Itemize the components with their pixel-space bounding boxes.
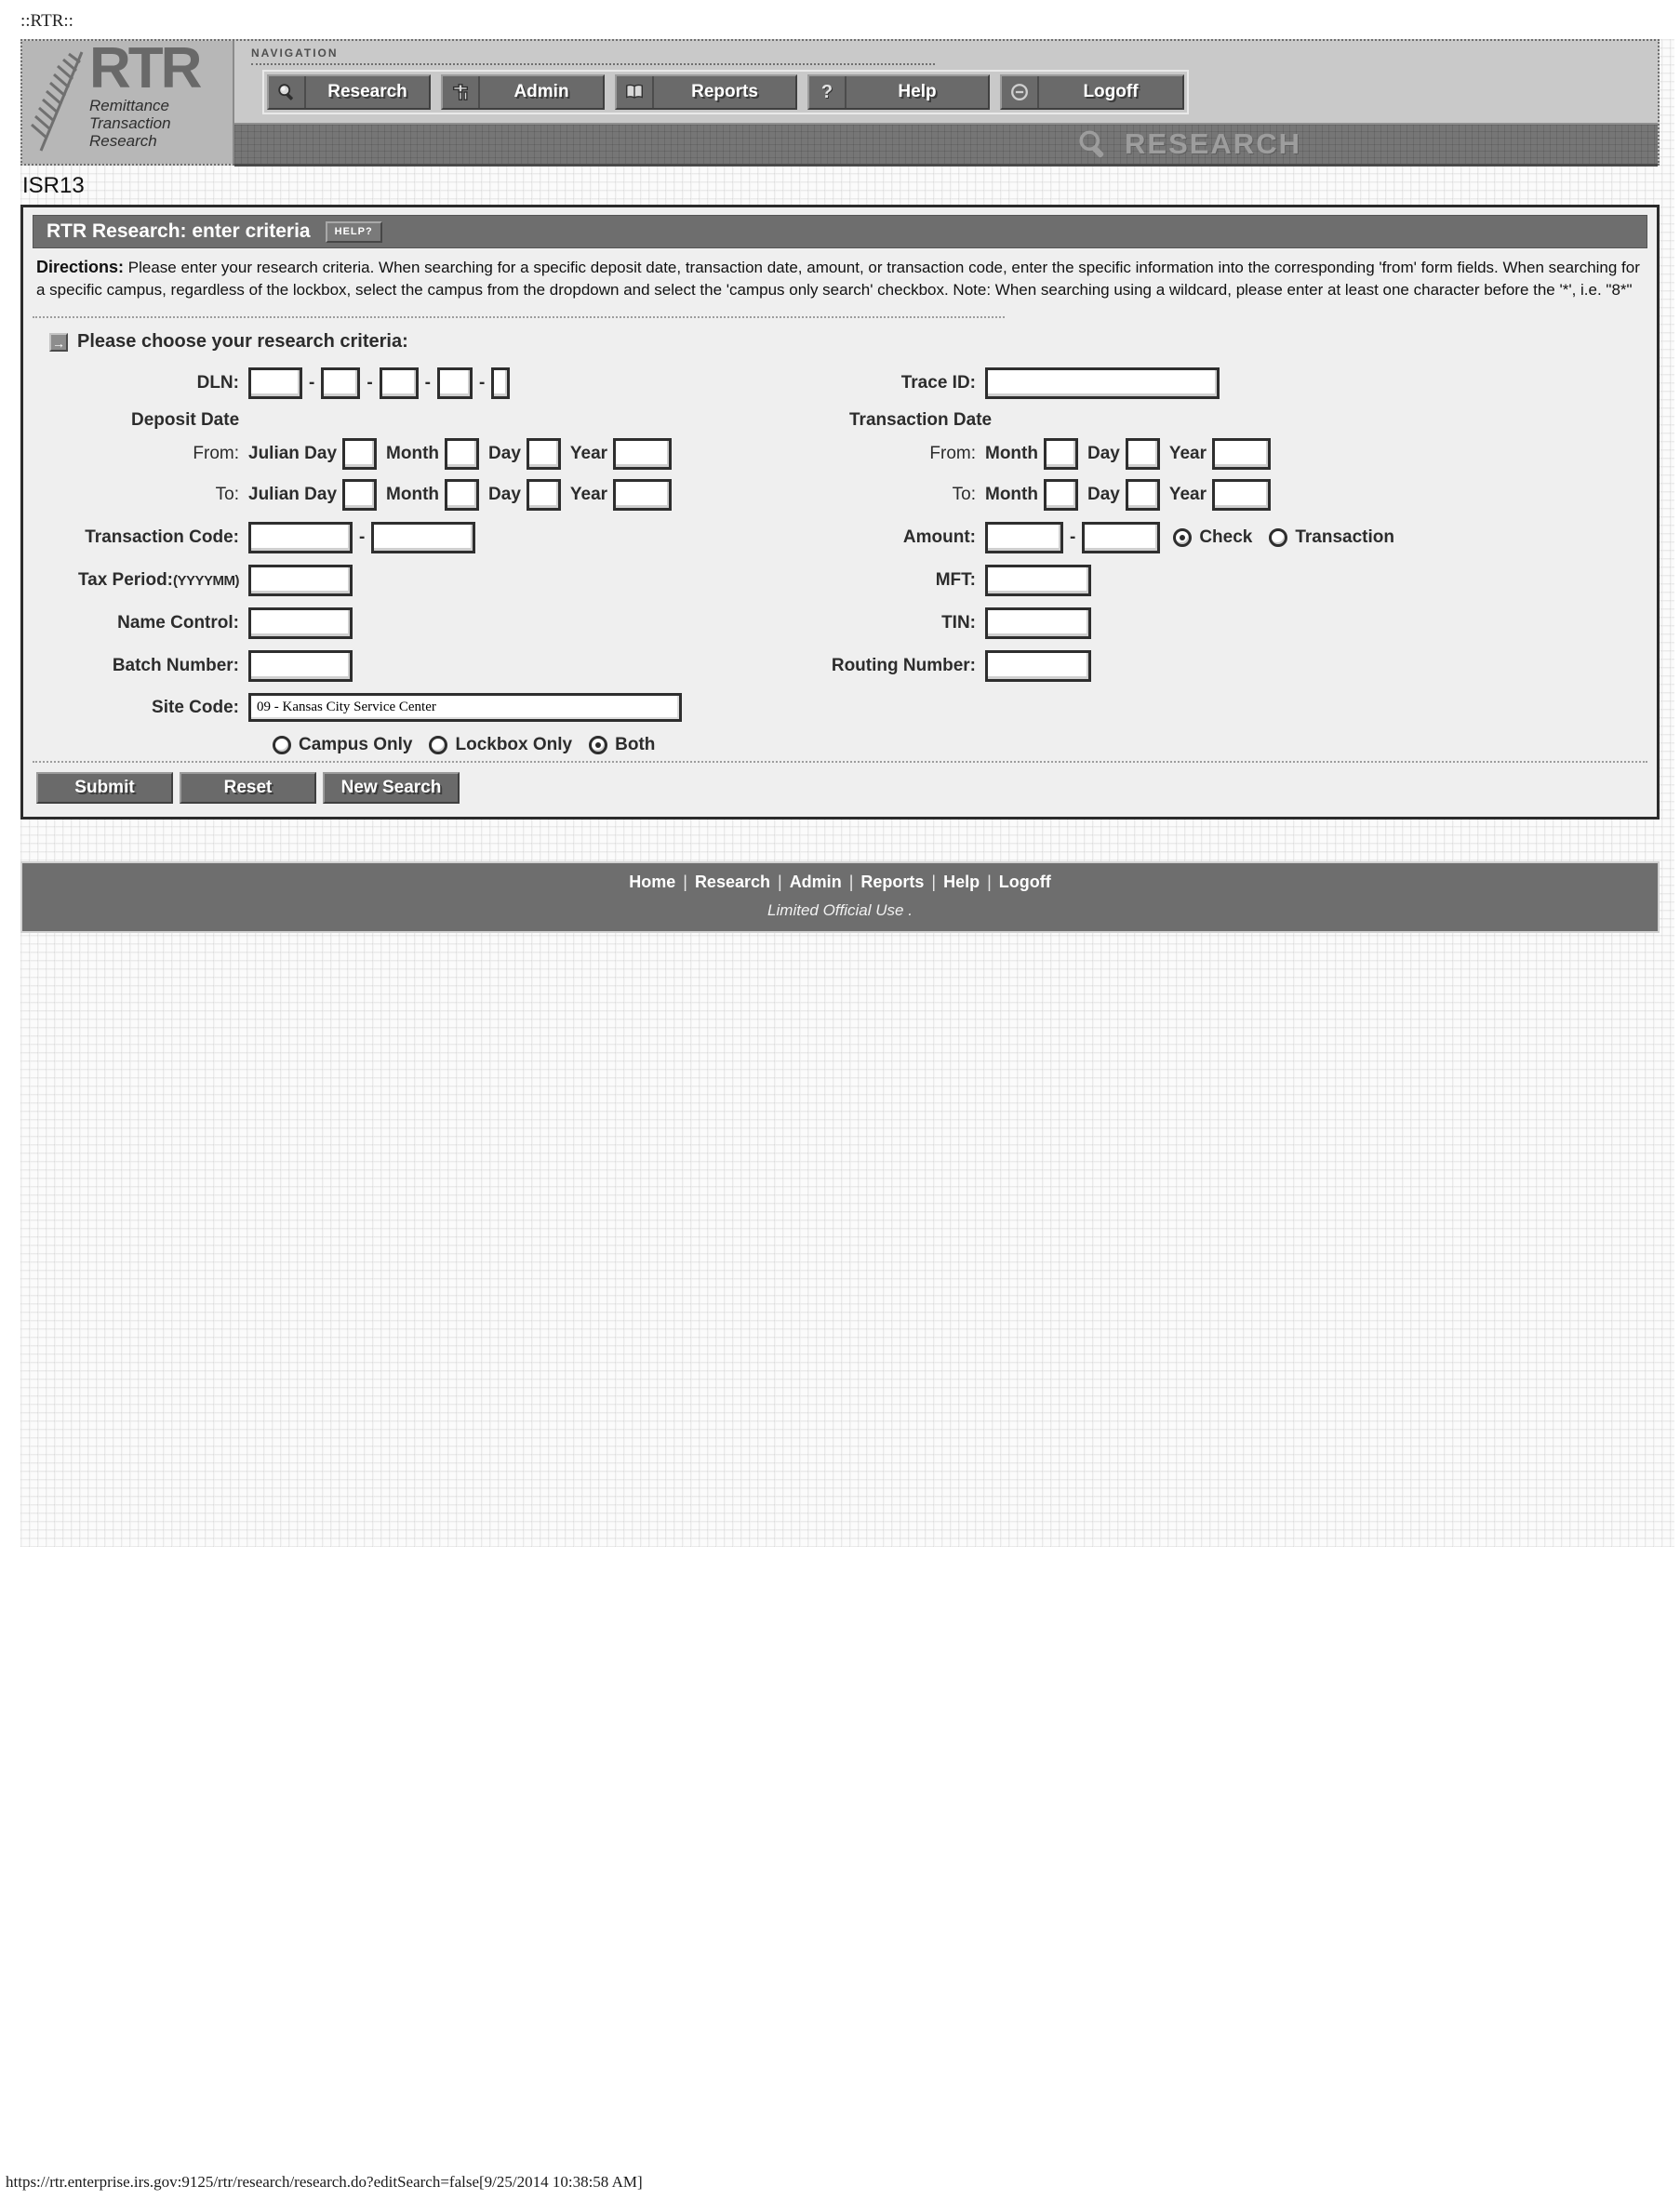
tin-label: TIN: [941, 613, 976, 633]
question-icon: ? [809, 76, 847, 108]
logo-line-1: Remittance [89, 97, 169, 114]
nav-button-bar [262, 70, 1189, 114]
criteria-heading-label: Please choose your research criteria: [77, 331, 408, 352]
research-banner [234, 123, 1658, 167]
magnifier-icon [1076, 127, 1110, 161]
julian-day-label: Julian Day [248, 485, 338, 504]
dln-part-2-input[interactable] [321, 367, 360, 399]
deposit-to-month-input[interactable] [445, 479, 479, 511]
transaction-radio-label: Transaction [1295, 527, 1395, 547]
deposit-from-month-input[interactable] [445, 438, 479, 470]
rtr-logo [22, 41, 234, 164]
dln-part-3-input[interactable] [380, 367, 419, 399]
dash: - [1070, 527, 1076, 547]
book-icon [617, 76, 654, 108]
deposit-to-julian-input[interactable] [342, 479, 377, 511]
month-label: Month [985, 444, 1038, 463]
deposit-from-julian-input[interactable] [342, 438, 377, 470]
deposit-from-label: From: [193, 444, 239, 463]
deposit-to-label: To: [215, 485, 239, 504]
site-code-label: Site Code: [152, 697, 239, 717]
navigation-label-row [234, 41, 1658, 65]
texture-spacer [20, 933, 1667, 1547]
logo-line-2: Transaction [89, 114, 171, 132]
transaction-from-day-input[interactable] [1126, 438, 1160, 470]
new-search-button[interactable]: New Search [323, 772, 460, 804]
transaction-from-year-input[interactable] [1212, 438, 1271, 470]
footer-link-admin[interactable]: Admin [789, 873, 842, 891]
help-button[interactable]: HELP? [326, 221, 382, 243]
dln-part-1-input[interactable] [248, 367, 302, 399]
status-bar-url: https://rtr.enterprise.irs.gov:9125/rtr/research/research.do?editSearch=false[9/25/2014 10:38:58 AM] [6, 2173, 643, 2191]
campus-only-radio-label: Campus Only [299, 735, 413, 754]
logo-text [89, 41, 199, 150]
batch-number-input[interactable] [248, 650, 353, 682]
logo-line-3: Research [89, 132, 157, 150]
research-criteria-panel [20, 205, 1660, 820]
check-radio-label: Check [1199, 527, 1253, 547]
julian-day-label: Julian Day [248, 444, 338, 463]
directions-label: Directions: [36, 258, 125, 276]
transaction-code-label: Transaction Code: [85, 527, 239, 547]
footer-link-home[interactable]: Home [629, 873, 676, 891]
name-control-input[interactable] [248, 607, 353, 639]
campus-only-radio[interactable] [273, 736, 291, 754]
day-label: Day [488, 444, 521, 463]
research-banner-content [1076, 127, 1301, 161]
window-title: ::RTR:: [20, 11, 73, 31]
nav-research-button[interactable] [267, 74, 431, 110]
footer-notice: Limited Official Use . [767, 901, 913, 919]
navigation-area [234, 41, 1658, 164]
search-icon [269, 76, 306, 108]
dln-part-4-input[interactable] [437, 367, 473, 399]
screen-id: ISR13 [22, 173, 85, 198]
lockbox-only-radio[interactable] [429, 736, 447, 754]
tax-period-format: (YYYYMM) [173, 573, 239, 589]
footer-separator: | [931, 873, 937, 891]
day-label: Day [1087, 444, 1120, 463]
feather-icon [28, 45, 97, 154]
both-radio[interactable] [589, 736, 607, 754]
nav-help-label: Help [898, 82, 937, 101]
transaction-from-label: From: [929, 444, 976, 463]
dln-label: DLN: [196, 373, 239, 393]
month-label: Month [386, 485, 440, 504]
routing-number-label: Routing Number: [831, 656, 976, 675]
dash: - [359, 527, 366, 547]
dash: - [478, 373, 486, 393]
criteria-form [33, 367, 1647, 755]
amount-type-radio-group [1173, 527, 1411, 548]
transaction-code-to-input[interactable] [371, 522, 475, 553]
day-label: Day [488, 485, 521, 504]
dash: - [367, 373, 373, 393]
directions-text [33, 248, 1647, 311]
site-scope-radio-group [273, 735, 1647, 755]
page-footer [20, 861, 1660, 933]
footer-link-reports[interactable]: Reports [860, 873, 925, 891]
tin-input[interactable] [985, 607, 1091, 639]
transaction-from-month-input[interactable] [1044, 438, 1078, 470]
deposit-from-year-input[interactable] [613, 438, 672, 470]
arrow-icon: → [49, 333, 68, 352]
action-button-row [36, 772, 1647, 804]
site-code-select[interactable] [248, 693, 682, 722]
routing-number-input[interactable] [985, 650, 1091, 682]
deposit-from-day-input[interactable] [527, 438, 561, 470]
footer-links [22, 873, 1658, 892]
separator-bottom [33, 761, 1647, 763]
nav-help-button[interactable] [807, 74, 990, 110]
app-header [20, 39, 1660, 166]
nav-admin-button[interactable] [441, 74, 605, 110]
deposit-to-day-input[interactable] [527, 479, 561, 511]
footer-separator: | [778, 873, 782, 891]
year-label: Year [1168, 485, 1207, 504]
footer-separator: | [848, 873, 854, 891]
transaction-to-label: To: [952, 485, 976, 504]
panel-title: RTR Research: enter criteria [47, 220, 311, 242]
criteria-heading [49, 331, 1647, 353]
nav-logoff-button[interactable] [1000, 74, 1184, 110]
footer-separator: | [987, 873, 992, 891]
transaction-to-year-input[interactable] [1212, 479, 1271, 511]
lockbox-only-radio-label: Lockbox Only [455, 735, 573, 754]
trace-id-label: Trace ID: [900, 373, 976, 393]
minus-circle-icon [1002, 76, 1039, 108]
amount-from-input[interactable] [985, 522, 1063, 553]
day-label: Day [1087, 485, 1120, 504]
content-region [20, 39, 1674, 1547]
name-control-label: Name Control: [117, 613, 239, 633]
deposit-to-year-input[interactable] [613, 479, 672, 511]
year-label: Year [569, 485, 608, 504]
tools-icon [443, 76, 480, 108]
month-label: Month [386, 444, 440, 463]
nav-admin-label: Admin [513, 82, 569, 101]
nav-logoff-label: Logoff [1083, 82, 1139, 101]
nav-reports-button[interactable] [615, 74, 797, 110]
month-label: Month [985, 485, 1038, 504]
tax-period-label: Tax Period:(YYYYMM) [77, 570, 239, 590]
nav-reports-label: Reports [691, 82, 758, 101]
tax-period-input[interactable] [248, 565, 353, 596]
transaction-date-label: Transaction Date [849, 410, 993, 430]
batch-number-label: Batch Number: [112, 656, 239, 675]
year-label: Year [1168, 444, 1207, 463]
transaction-to-day-input[interactable] [1126, 479, 1160, 511]
check-radio[interactable] [1173, 528, 1192, 547]
amount-label: Amount: [902, 527, 976, 547]
year-label: Year [569, 444, 608, 463]
transaction-code-from-input[interactable] [248, 522, 353, 553]
panel-titlebar [33, 215, 1647, 248]
logo-acronym: RTR [89, 41, 200, 100]
mft-input[interactable] [985, 565, 1091, 596]
mft-label: MFT: [935, 570, 976, 590]
both-radio-label: Both [615, 735, 656, 754]
footer-link-research[interactable]: Research [694, 873, 770, 891]
amount-to-input[interactable] [1082, 522, 1160, 553]
separator-top [33, 316, 1005, 318]
research-banner-label: RESEARCH [1125, 127, 1301, 160]
footer-separator: | [683, 873, 687, 891]
transaction-radio[interactable] [1269, 528, 1287, 547]
navigation-label: NAVIGATION [251, 47, 935, 65]
deposit-date-label: Deposit Date [131, 410, 240, 430]
submit-button[interactable]: Submit [36, 772, 173, 804]
footer-link-logoff[interactable]: Logoff [998, 873, 1051, 891]
dln-part-5-input[interactable] [491, 367, 510, 399]
trace-id-input[interactable] [985, 367, 1220, 399]
dash: - [309, 373, 315, 393]
dash: - [424, 373, 431, 393]
transaction-to-month-input[interactable] [1044, 479, 1078, 511]
reset-button[interactable]: Reset [180, 772, 316, 804]
directions-body: Please enter your research criteria. When searching for a specific deposit date, transaction date, amount, or transaction code, enter the specific information into the corresponding 'from' form fields. When searching for a specific campus, regardless of the lockbox, select the campus from the dropdown and select the 'campus only search' checkbox. Note: When searching using a wildcard, please enter at least one character before the '*', i.e. "8*" [36, 259, 1640, 299]
nav-research-label: Research [327, 82, 407, 101]
footer-link-help[interactable]: Help [943, 873, 980, 891]
